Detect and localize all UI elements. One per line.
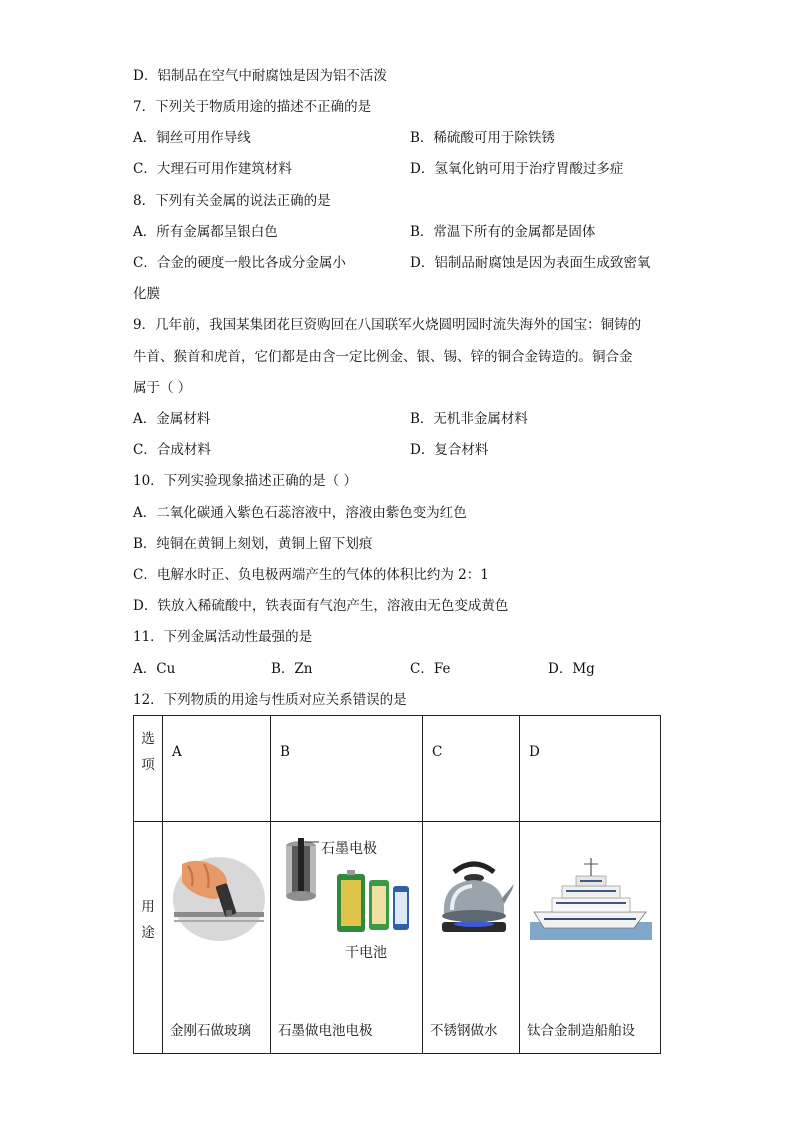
use-b-cell — [271, 822, 423, 1054]
header-option-c: C — [432, 744, 443, 760]
header-option-b: B — [280, 744, 290, 760]
q9-stem-line-1: 9．几年前，我国某集团花巨资购回在八国联军火烧圆明园时流失海外的国宝：铜铸的 — [133, 317, 642, 333]
q10-option-c: C．电解水时正、负电极两端产生的气体的体积比约为 2：1 — [133, 567, 489, 583]
q7-option-c: C．大理石可用作建筑材料 — [133, 161, 292, 177]
q9-stem-line-3: 属于（ ） — [133, 380, 192, 396]
q11-option-c: C．Fe — [410, 661, 451, 677]
use-a-cell — [163, 822, 271, 1054]
q10-option-a: A．二氧化碳通入紫色石蕊溶液中，溶液由紫色变为红色 — [133, 505, 467, 521]
table-row-options — [134, 716, 661, 822]
q8-option-d: D．铝制品耐腐蚀是因为表面生成致密氧 — [410, 255, 651, 271]
q7-option-a: A．铜丝可用作导线 — [133, 130, 251, 146]
q8-option-b: B．常温下所有的金属都是固体 — [410, 224, 596, 240]
dry-cell-label: 干电池 — [345, 945, 387, 961]
graphite-electrode-label: 石墨电极 — [321, 841, 377, 857]
q7-option-d: D．氢氧化钠可用于治疗胃酸过多症 — [410, 161, 624, 177]
q9-stem-line-2: 牛首、猴首和虎首，它们都是由含一定比例金、银、锡、锌的铜合金铸造的。铜合金 — [133, 349, 633, 365]
header-side-char-1: 选 — [141, 731, 155, 747]
q11-option-b: B．Zn — [271, 661, 313, 677]
use-a-caption: 金刚石做玻璃 — [170, 1023, 251, 1039]
use-side-char-1: 用 — [141, 899, 155, 915]
header-option-a: A — [172, 744, 182, 760]
use-c-cell — [423, 822, 520, 1054]
ship-image — [530, 856, 652, 942]
q8-option-d-continued: 化膜 — [133, 286, 160, 302]
q9-option-c: C．合成材料 — [133, 442, 211, 458]
use-b-caption: 石墨做电池电极 — [278, 1023, 373, 1039]
q11-option-d: D．Mg — [548, 661, 595, 677]
kettle-image — [432, 854, 516, 944]
q11-stem: 11．下列金属活动性最强的是 — [133, 629, 313, 645]
header-option-c-cell — [423, 716, 520, 822]
use-side-char-2: 途 — [141, 925, 155, 941]
header-option-d-cell — [520, 716, 661, 822]
q8-option-c: C．合金的硬度一般比各成分金属小 — [133, 255, 346, 271]
table-row-uses — [134, 822, 661, 1054]
q10-option-d: D．铁放入稀硫酸中，铁表面有气泡产生，溶液由无色变成黄色 — [133, 598, 509, 614]
header-side-cell — [134, 716, 163, 822]
header-option-d: D — [529, 744, 540, 760]
q12-table — [133, 715, 661, 1054]
header-option-a-cell — [163, 716, 271, 822]
header-option-b-cell — [271, 716, 423, 822]
q11-option-a: A．Cu — [133, 661, 176, 677]
use-d-caption: 钛合金制造船舶设 — [527, 1023, 635, 1039]
q12-stem: 12．下列物质的用途与性质对应关系错误的是 — [133, 692, 407, 708]
q7-stem: 7．下列关于物质用途的描述不正确的是 — [133, 99, 372, 115]
q10-option-b: B．纯铜在黄铜上刻划，黄铜上留下划痕 — [133, 536, 373, 552]
q6-option-d: D．铝制品在空气中耐腐蚀是因为铝不活泼 — [133, 68, 387, 84]
q7-option-b: B．稀硫酸可用于除铁锈 — [410, 130, 555, 146]
header-side-char-2: 项 — [141, 757, 155, 773]
q10-stem: 10．下列实验现象描述正确的是（ ） — [133, 473, 357, 489]
use-side-cell — [134, 822, 163, 1054]
use-c-caption: 不锈钢做水 — [430, 1023, 498, 1039]
q9-option-d: D．复合材料 — [410, 442, 489, 458]
diamond-glass-cutter-image — [170, 854, 268, 944]
q9-option-b: B．无机非金属材料 — [410, 411, 528, 427]
use-d-cell — [520, 822, 661, 1054]
q9-option-a: A．金属材料 — [133, 411, 211, 427]
q8-option-a: A．所有金属都呈银白色 — [133, 224, 278, 240]
q8-stem: 8．下列有关金属的说法正确的是 — [133, 193, 331, 209]
